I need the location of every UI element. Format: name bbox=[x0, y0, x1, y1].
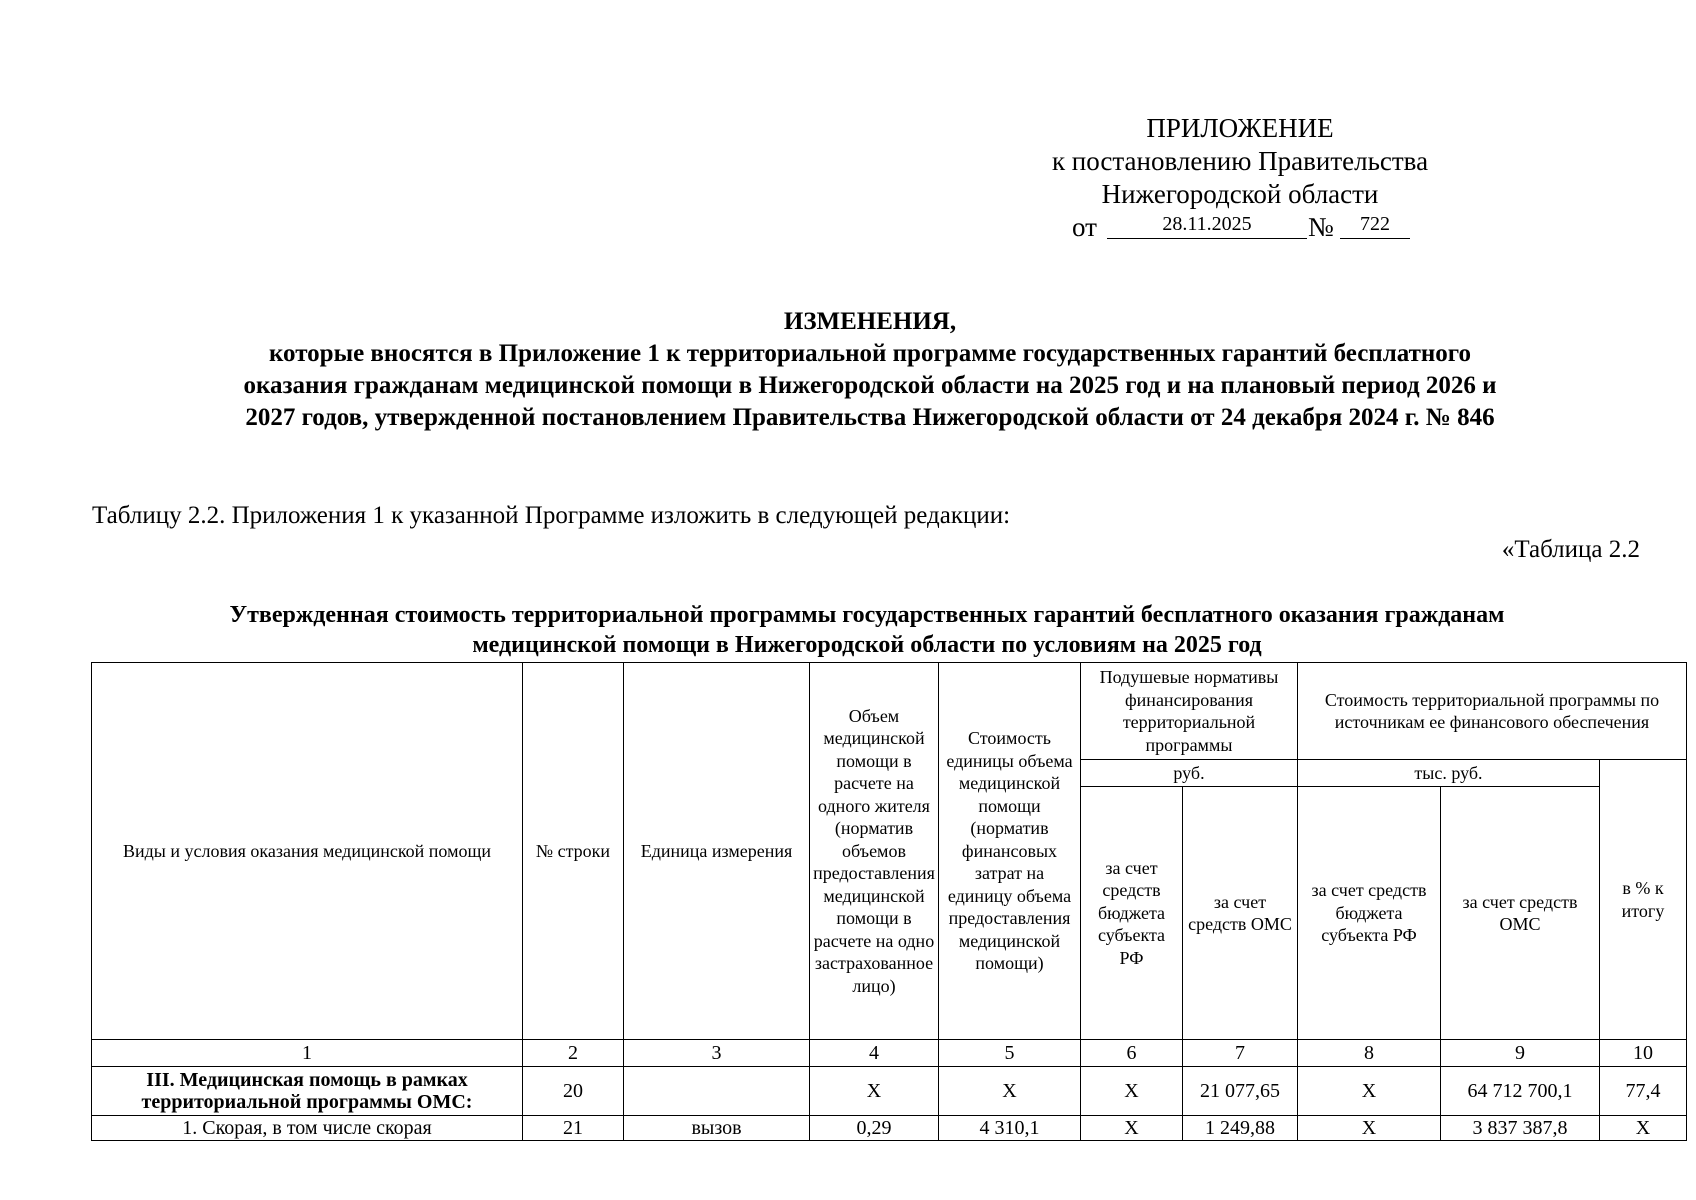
appendix-dateline bbox=[1020, 211, 1460, 244]
row-total-oms: 64 712 700,1 bbox=[1441, 1067, 1600, 1116]
row-cost: 4 310,1 bbox=[939, 1116, 1081, 1141]
row-per-capita-oms: 1 249,88 bbox=[1183, 1116, 1298, 1141]
row-per-capita-budget: X bbox=[1081, 1067, 1183, 1116]
appendix-block bbox=[1020, 112, 1460, 244]
header-row-no: № строки bbox=[523, 663, 624, 1040]
row-volume: 0,29 bbox=[810, 1116, 939, 1141]
header-unit: Единица измерения bbox=[624, 663, 810, 1040]
row-unit: вызов bbox=[624, 1116, 810, 1141]
table-title-line-2: медицинской помощи в Нижегородской области по условиям на 2025 год bbox=[472, 632, 1262, 658]
row-number: 20 bbox=[523, 1067, 624, 1116]
header-types: Виды и условия оказания медицинской помощи bbox=[92, 663, 523, 1040]
date-underline bbox=[1107, 211, 1307, 239]
table-label: «Таблица 2.2 bbox=[1501, 536, 1640, 563]
table-row bbox=[92, 1067, 1687, 1116]
heading-line-2: которые вносятся в Приложение 1 к территориальной программе государственных гарантий бесплатного bbox=[268, 340, 1472, 367]
column-number: 9 bbox=[1441, 1040, 1600, 1067]
table-title bbox=[92, 600, 1642, 660]
column-number: 8 bbox=[1298, 1040, 1441, 1067]
table-title-line-1: Утвержденная стоимость территориальной программы государственных гарантий бесплатного оказания гражданам bbox=[229, 602, 1505, 628]
column-number: 7 bbox=[1183, 1040, 1298, 1067]
column-number: 1 bbox=[92, 1040, 523, 1067]
row-number: 21 bbox=[523, 1116, 624, 1141]
header-oms: за счет средств ОМС bbox=[1183, 787, 1298, 1040]
column-number: 5 bbox=[939, 1040, 1081, 1067]
appendix-title: ПРИЛОЖЕНИЕ bbox=[1146, 113, 1334, 143]
heading-line-1: ИЗМЕНЕНИЯ, bbox=[783, 308, 957, 335]
row-total-oms: 3 837 387,8 bbox=[1441, 1116, 1600, 1141]
header-budget-rf-2: за счет средств бюджета субъекта РФ bbox=[1298, 787, 1441, 1040]
cost-table bbox=[91, 662, 1687, 1141]
row-per-capita-oms: 21 077,65 bbox=[1183, 1067, 1298, 1116]
appendix-line-1: к постановлению Правительства bbox=[1051, 146, 1429, 176]
row-total-budget: X bbox=[1298, 1067, 1441, 1116]
header-volume: Объем медицинской помощи в расчете на одного жителя (норматив объемов предоставления медицинской помощи в расчете на одно застрахованное лицо) bbox=[810, 663, 939, 1040]
header-thous-rub: тыс. руб. bbox=[1298, 760, 1600, 787]
column-number: 2 bbox=[523, 1040, 624, 1067]
from-label: от bbox=[1072, 212, 1097, 242]
heading-line-4: 2027 годов, утвержденной постановлением Правительства Нижегородской области от 24 декабря 2024 г. № 846 bbox=[245, 404, 1495, 431]
row-percent: 77,4 bbox=[1600, 1067, 1687, 1116]
header-oms-2: за счет средств ОМС bbox=[1441, 787, 1600, 1040]
header-percent: в % к итогу bbox=[1600, 760, 1687, 1040]
row-volume: X bbox=[810, 1067, 939, 1116]
changes-heading bbox=[120, 306, 1620, 434]
heading-line-3: оказания гражданам медицинской помощи в Нижегородской области на 2025 год и на плановый период 2026 и bbox=[243, 372, 1497, 399]
header-budget-rf: за счет средств бюджета субъекта РФ bbox=[1081, 787, 1183, 1040]
row-cost: X bbox=[939, 1067, 1081, 1116]
appendix-line-2: Нижегородской области bbox=[1101, 179, 1379, 209]
column-number: 3 bbox=[624, 1040, 810, 1067]
row-percent: X bbox=[1600, 1116, 1687, 1141]
number-underline bbox=[1340, 211, 1410, 239]
column-number: 6 bbox=[1081, 1040, 1183, 1067]
resolution-date: 28.11.2025 bbox=[1162, 213, 1252, 235]
header-program-cost: Стоимость территориальной программы по источникам ее финансового обеспечения bbox=[1298, 663, 1687, 760]
column-number: 4 bbox=[810, 1040, 939, 1067]
row-name: 1. Скорая, в том числе скорая bbox=[92, 1116, 523, 1141]
header-per-capita: Подушевые нормативы финансирования территориальной программы bbox=[1081, 663, 1298, 760]
row-per-capita-budget: X bbox=[1081, 1116, 1183, 1141]
row-total-budget: X bbox=[1298, 1116, 1441, 1141]
intro-paragraph: Таблицу 2.2. Приложения 1 к указанной Программе изложить в следующей редакции: bbox=[92, 502, 1011, 529]
row-unit bbox=[624, 1067, 810, 1116]
table-row bbox=[92, 1116, 1687, 1141]
row-name: III. Медицинская помощь в рамках территориальной программы ОМС: bbox=[92, 1067, 523, 1116]
number-label: № bbox=[1308, 212, 1334, 242]
resolution-number: 722 bbox=[1360, 213, 1390, 235]
column-number-row bbox=[92, 1040, 1687, 1067]
column-number: 10 bbox=[1600, 1040, 1687, 1067]
header-rub: руб. bbox=[1081, 760, 1298, 787]
header-cost: Стоимость единицы объема медицинской помощи (норматив финансовых затрат на единицу объема предоставления медицинской помощи) bbox=[939, 663, 1081, 1040]
